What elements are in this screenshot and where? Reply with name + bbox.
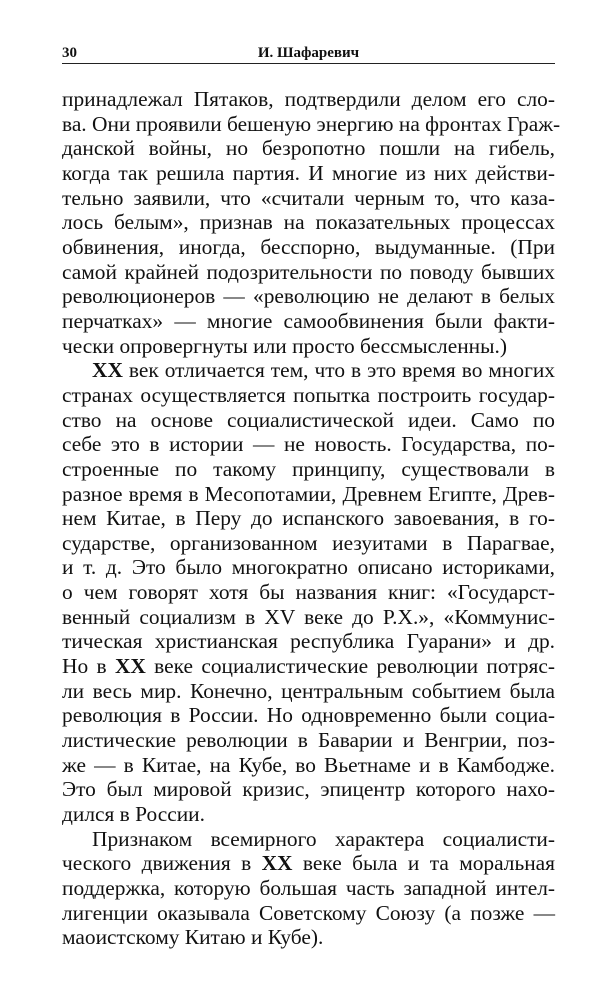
text-line: и т. д. Это было многократно описано историками,: [62, 555, 555, 580]
text-line: тическая христианская республика Гуарани» и др.: [62, 629, 555, 654]
text-line: маоистскому Китаю и Кубе).: [62, 925, 324, 950]
text-line: дился в России.: [62, 802, 205, 827]
text-line: разное время в Месопотамии, Древнем Египте, Древ-: [62, 481, 555, 506]
text-line: поддержка, которую большая часть западной интел-: [62, 876, 555, 900]
text-line: ли весь мир. Конечно, центральным событием была: [62, 678, 555, 703]
text-line: перчатках» — многие самообвинения были факти-: [62, 308, 555, 333]
text-line: тельно заявили, что «считали черным то, что каза-: [62, 185, 555, 210]
text-line: листические революции в Баварии и Венгрии, поз-: [62, 728, 555, 753]
text-line: революция в России. Но одновременно были социа-: [62, 703, 555, 728]
text-line: принадлежал Пятаков, подтвердили делом его сло-: [62, 87, 555, 111]
text-line: же — в Китае, на Кубе, во Вьетнаме и в Камбодже.: [62, 752, 555, 777]
text-line: себе это в истории — не новость. Государства, по-: [62, 432, 555, 457]
running-header: [62, 44, 555, 64]
text-line: строенные по такому принципу, существовали в: [62, 456, 555, 481]
text-line: ство на основе социалистической идеи. Само по: [62, 407, 555, 432]
text-line: обвинения, иногда, бесспорно, выдуманные. (При: [62, 234, 555, 259]
bold-century: XX: [92, 358, 123, 383]
text-line: данской войны, но безропотно пошли на гибель,: [62, 136, 555, 161]
text-line: сударстве, организованном иезуитами в Парагвае,: [62, 530, 555, 555]
text-line: лигенции оказывала Советскому Союзу (а позже —: [62, 900, 555, 925]
text-line: самой крайней подозрительности по поводу бывших: [62, 259, 555, 284]
text-line: XX век отличается тем, что в это время во многих: [92, 358, 555, 383]
text-line: венный социализм в XV веке до Р.Х.», «Коммунис-: [62, 604, 555, 629]
text-line: странах осуществляется попытка построить государ-: [62, 382, 555, 407]
bold-century: XX: [261, 851, 293, 876]
text-line: революционеров — «революцию не делают в белых: [62, 284, 555, 309]
text-line: ческого движения в XX веке была и та моральная: [62, 851, 556, 876]
running-head-author: И. Шафаревич: [257, 45, 360, 61]
page-number: 30: [62, 45, 77, 61]
text-line: лось белым», признав на показательных процессах: [62, 210, 555, 235]
text-line: нем Китае, в Перу до испанского завоевания, в го-: [62, 506, 555, 531]
body-text: [62, 87, 561, 950]
text-line: Но в XX веке социалистические революции потряс-: [62, 654, 555, 679]
text-line: Это был мировой кризис, эпицентр которого нахо-: [62, 777, 555, 802]
bold-century: XX: [114, 654, 146, 679]
text-line: ва. Они проявили бешеную энергию на фронтах Граж-: [62, 111, 561, 136]
text-line: Признаком всемирного характера социалисти-: [92, 826, 555, 851]
text-line: чески опровергнуты или просто бессмысленны.): [62, 333, 507, 358]
text-line: когда так решила партия. И многие из них действи-: [62, 160, 555, 185]
text-line: о чем говорят хотя бы названия книг: «Государст-: [62, 580, 555, 605]
